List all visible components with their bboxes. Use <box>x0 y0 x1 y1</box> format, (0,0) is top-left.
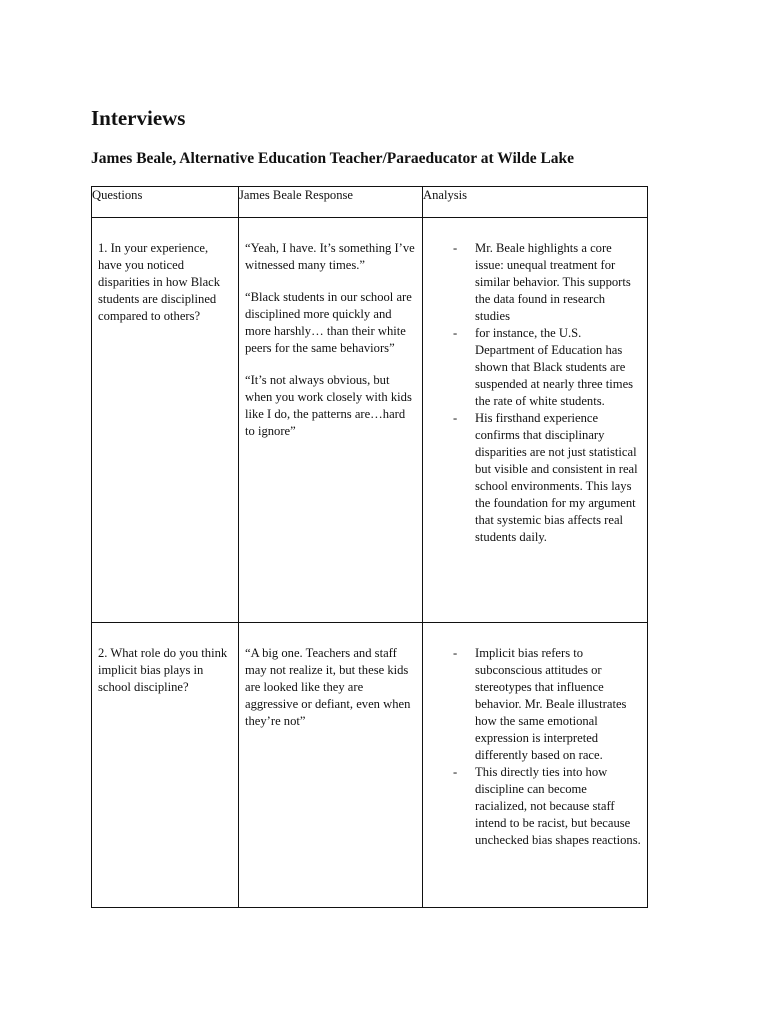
question-text: 1. In your experience, have you noticed disparities in how Black students are disciplined compared to others? <box>98 241 221 323</box>
analysis-item <box>453 645 641 764</box>
analysis-text: His firsthand experience confirms that disciplinary disparities are not just statistical but visible and consistent in real school environments. This lays the foundation for my argument that systemic bias affects real students daily. <box>475 411 638 544</box>
bullet-dash: - <box>453 241 458 255</box>
question-cell <box>92 218 239 623</box>
response-cell <box>239 623 423 908</box>
analysis-text: Implicit bias refers to subconscious attitudes or stereotypes that influence behavior. Mr. Beale illustrates how the same emotional expression is interpreted differently based on race. <box>475 646 627 762</box>
analysis-item <box>453 764 641 849</box>
bullet-dash: - <box>453 765 458 779</box>
analysis-item <box>453 240 641 325</box>
response-quote: “Yeah, I have. It’s something I’ve witnessed many times.” <box>245 241 415 272</box>
bullet-dash: - <box>453 646 458 660</box>
analysis-item <box>453 410 641 546</box>
question-text: 2. What role do you think implicit bias plays in school discipline? <box>98 646 228 694</box>
response-quote: “A big one. Teachers and staff may not realize it, but these kids are looked like they are aggressive or defiant, even when they’re not” <box>245 646 411 728</box>
table-row <box>92 623 648 908</box>
table-row <box>92 218 648 623</box>
analysis-text: for instance, the U.S. Department of Education has shown that Black students are suspended at nearly three times the rate of white students. <box>475 326 634 408</box>
page-title: Interviews <box>91 106 186 130</box>
bullet-dash: - <box>453 326 458 340</box>
analysis-text: This directly ties into how discipline can become racialized, not because staff intend to be racist, but because unchecked bias shapes reactions. <box>475 765 641 847</box>
column-header-questions: Questions <box>92 187 239 218</box>
analysis-list <box>423 645 647 849</box>
page-subtitle: James Beale, Alternative Education Teacher/Paraeducator at Wilde Lake <box>91 150 575 167</box>
analysis-cell <box>423 218 648 623</box>
analysis-item <box>453 325 641 410</box>
response-quote: “Black students in our school are disciplined more quickly and more harshly… than their white peers for the same behaviors” <box>245 290 412 355</box>
column-header-response: James Beale Response <box>239 187 423 218</box>
table-header-row <box>92 187 648 218</box>
interview-table <box>91 186 648 908</box>
bullet-dash: - <box>453 411 458 425</box>
response-quote: “It’s not always obvious, but when you work closely with kids like I do, the patterns are…hard to ignore” <box>245 373 412 438</box>
response-cell <box>239 218 423 623</box>
question-cell <box>92 623 239 908</box>
analysis-cell <box>423 623 648 908</box>
analysis-list <box>423 240 647 546</box>
column-header-analysis: Analysis <box>423 187 648 218</box>
analysis-text: Mr. Beale highlights a core issue: unequal treatment for similar behavior. This supports the data found in research studies <box>475 241 631 323</box>
